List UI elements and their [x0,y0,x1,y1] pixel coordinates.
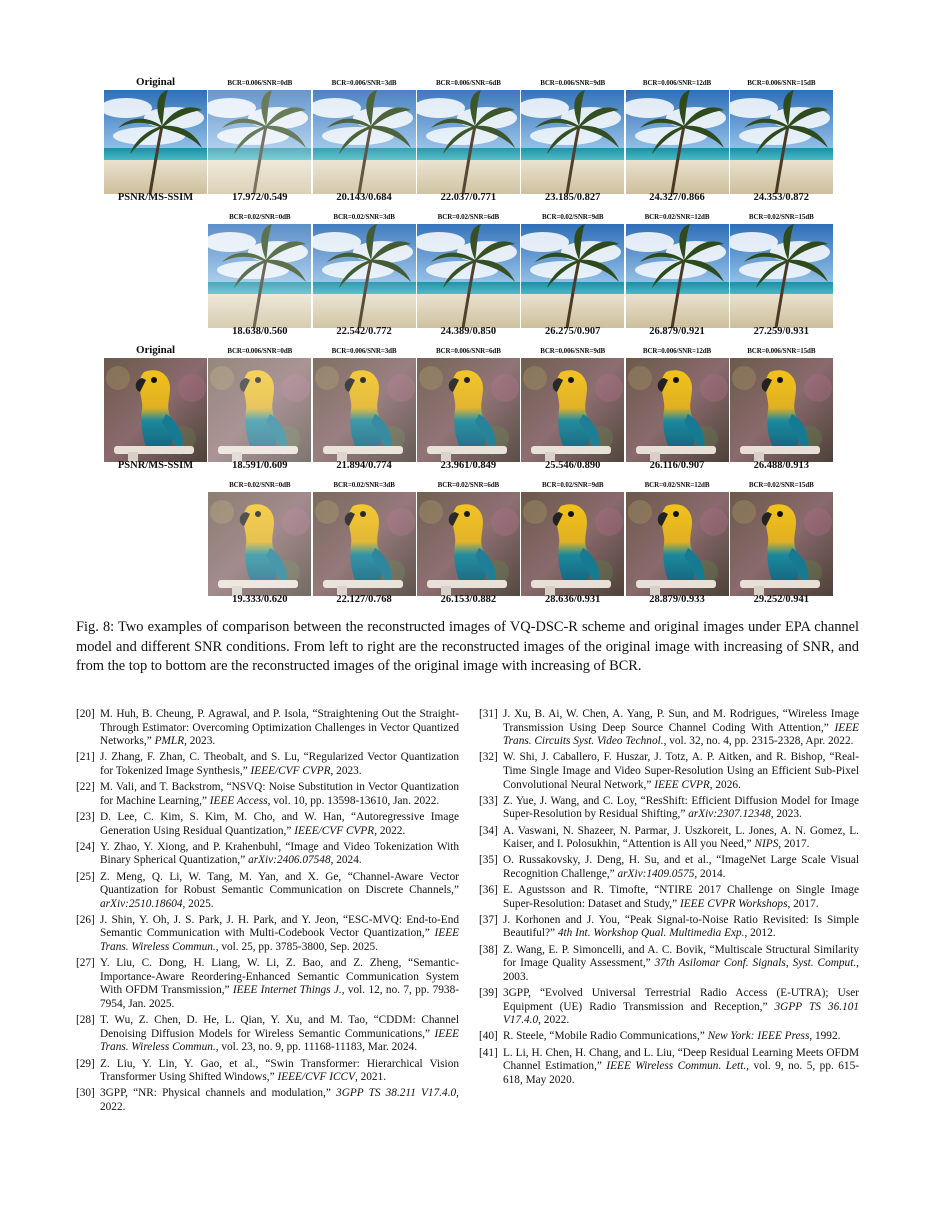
condition-label: BCR=0.02/SNR=3dB [333,213,395,221]
psnr-msssim-value: 18.638/0.560 [232,326,288,337]
reference-number: [21] [76,751,95,764]
reference-text: D. Lee, C. Kim, S. Kim, M. Cho, and W. Han, “Autoregressive Image Generation Using Residual Quantization,” IEEE/CVF CVPR, 2022. [100,810,459,837]
references-left-column [76,708,459,1117]
original-label: Original [136,344,175,356]
reconstructed-parrot-image [730,492,833,596]
original-beach-image [104,90,207,194]
condition-label: BCR=0.006/SNR=12dB [642,347,712,355]
condition-label: BCR=0.02/SNR=15dB [748,213,814,221]
reference-number: [40] [479,1030,498,1043]
psnr-msssim-value: 21.894/0.774 [336,460,392,471]
reference-number: [27] [76,957,95,970]
condition-label: BCR=0.006/SNR=9dB [540,347,606,355]
reference-item [76,871,459,912]
psnr-msssim-value: 26.153/0.882 [440,594,497,605]
condition-label: BCR=0.006/SNR=0dB [227,79,293,87]
condition-label: BCR=0.006/SNR=15dB [747,79,816,87]
condition-label: BCR=0.006/SNR=6dB [435,347,501,355]
reference-text: O. Russakovsky, J. Deng, H. Su, and et al., “ImageNet Large Scale Visual Recognition Challenge,” arXiv:1409.0575, 2014. [503,854,859,880]
psnr-msssim-value: 26.488/0.913 [753,460,809,471]
psnr-msssim-value: 22.037/0.771 [440,192,497,203]
reference-number: [30] [76,1087,95,1100]
reference-number: [36] [479,884,498,897]
reconstructed-parrot-image [626,358,729,462]
reconstructed-parrot-image [521,358,624,462]
psnr-msssim-value: 23.961/0.849 [440,460,497,471]
condition-label: BCR=0.02/SNR=6dB [437,481,500,489]
original-label: Original [136,76,175,88]
psnr-msssim-value: 22.127/0.768 [336,594,392,605]
references-right-column [479,708,859,1090]
figure-caption: Fig. 8: Two examples of comparison between the reconstructed images of VQ-DSC-R scheme and original images under EPA channel model and different SNR conditions. From left to right are the reconstructed images of the original image with increasing of SNR, and from the top to bottom are the reconstructed images of the original image with increasing of BCR. [76,619,859,674]
psnr-msssim-value: 24.327/0.866 [649,192,705,203]
condition-label: BCR=0.02/SNR=3dB [333,481,395,489]
reference-text: Z. Yue, J. Wang, and C. Loy, “ResShift: Efficient Diffusion Model for Image Super-Resolution by Residual Shifting,” arXiv:2307.12348, 2023. [503,794,859,821]
psnr-msssim-value: 18.591/0.609 [232,460,288,471]
reconstructed-beach-image [521,90,624,194]
reference-text: A. Vaswani, N. Shazeer, N. Parmar, J. Uszkoreit, L. Jones, A. N. Gomez, L. Kaiser, and I. Polosukhin, “Attention is All you Need,” NIPS, 2017. [503,824,859,851]
reference-item [76,841,459,868]
reference-item [76,957,459,1011]
reference-text: Y. Liu, C. Dong, H. Liang, W. Li, Z. Bao, and Z. Zheng, “Semantic-Importance-Aware Reordering-Enhanced Semantic Communication System With OFDM Transmission,” IEEE Internet Things J., vol. 12, no. 7, pp. 7938-7954, Jan. 2025. [100,957,459,1011]
original-parrot-image [104,358,207,462]
psnr-msssim-value: 24.353/0.872 [753,192,809,203]
reference-item [479,751,859,792]
reference-item [479,1047,859,1088]
reference-item [76,914,459,955]
reference-number: [37] [479,913,498,926]
reference-item [76,781,459,808]
reference-text: M. Vali, and T. Backstrom, “NSVQ: Noise Substitution in Vector Quantization for Machine Learning,” IEEE Access, vol. 10, pp. 13598-13610, Jan. 2022. [100,781,459,807]
reference-number: [24] [76,840,95,853]
reference-item [76,811,459,838]
psnr-msssim-value: 26.275/0.907 [544,326,601,337]
psnr-msssim-value: 20.143/0.684 [336,192,392,203]
psnr-msssim-value: 19.333/0.620 [232,594,288,605]
metric-label: PSNR/MS-SSIM [117,192,194,203]
reference-number: [26] [76,913,95,926]
reference-item [479,795,859,822]
reference-item [479,1030,859,1044]
condition-label: BCR=0.02/SNR=6dB [437,213,500,221]
psnr-msssim-value: 26.879/0.921 [649,326,705,337]
reconstructed-parrot-image [313,358,416,462]
condition-label: BCR=0.006/SNR=12dB [642,79,712,87]
reference-number: [23] [76,810,95,823]
reference-text: E. Agustsson and R. Timofte, “NTIRE 2017 Challenge on Single Image Super-Resolution: Dataset and Study,” IEEE CVPR Workshops, 2017. [503,884,859,910]
reference-text: 3GPP, “NR: Physical channels and modulation,” 3GPP TS 38.211 V17.4.0, 2022. [100,1087,459,1113]
reference-text: J. Xu, B. Ai, W. Chen, A. Yang, P. Sun, and M. Rodrigues, “Wireless Image Transmission Using Deep Source Channel Coding With Attention,” IEEE Trans. Circuits Syst. Video Technol., vol. 32, no. 4, pp. 2315-2328, Apr. 2022. [503,708,859,748]
metric-label: PSNR/MS-SSIM [117,460,194,471]
reconstructed-parrot-image [208,358,311,462]
reconstructed-parrot-image [417,358,520,462]
reconstructed-beach-image [417,224,520,328]
condition-label: BCR=0.006/SNR=6dB [435,79,501,87]
condition-label: BCR=0.006/SNR=9dB [540,79,606,87]
condition-label: BCR=0.02/SNR=15dB [748,481,814,489]
reconstructed-beach-image [730,90,833,194]
reference-text: W. Shi, J. Caballero, F. Huszar, J. Totz, A. P. Aitken, and R. Bishop, “Real-Time Single Image and Video Super-Resolution Using an Efficient Sub-Pixel Convolutional Neural Network,” IEEE CVPR, 2026. [503,751,859,791]
reference-text: M. Huh, B. Cheung, P. Agrawal, and P. Isola, “Straightening Out the Straight-Through Estimator: Overcoming Optimization Challenges in Vector Quantized Networks,” PMLR, 2023. [100,708,459,748]
reference-item [479,825,859,852]
reference-item [76,1058,459,1085]
reference-number: [38] [479,943,498,956]
reconstructed-beach-image [313,224,416,328]
psnr-msssim-value: 29.252/0.941 [753,594,809,605]
reconstructed-parrot-image [521,492,624,596]
psnr-msssim-value: 22.542/0.772 [336,326,392,337]
reconstructed-beach-image [730,224,833,328]
reference-number: [39] [479,987,498,1000]
reference-text: Z. Meng, Q. Li, W. Tang, M. Yan, and X. Ge, “Channel-Aware Vector Quantization for Robust Semantic Communication on Discrete Channels,” arXiv:2510.18604, 2025. [100,870,459,910]
reconstructed-parrot-image [313,492,416,596]
reference-item [479,914,859,941]
reference-number: [29] [76,1057,95,1070]
reference-number: [33] [479,794,498,807]
condition-label: BCR=0.02/SNR=9dB [541,481,604,489]
reference-item [76,751,459,778]
condition-label: BCR=0.02/SNR=0dB [229,213,291,221]
reference-text: T. Wu, Z. Chen, D. He, L. Qian, Y. Xu, and M. Tao, “CDDM: Channel Denoising Diffusion Models for Wireless Semantic Communications,” IEEE Trans. Wireless Commun., vol. 23, no. 9, pp. 11168-11183, Mar. 2024. [100,1014,459,1054]
reference-item [479,987,859,1028]
reference-number: [35] [479,854,498,867]
condition-label: BCR=0.02/SNR=12dB [644,213,710,221]
reference-item [479,854,859,881]
reference-item [76,1014,459,1055]
reference-text: J. Zhang, F. Zhan, C. Theobalt, and S. Lu, “Regularized Vector Quantization for Tokenized Image Synthesis,” IEEE/CVF CVPR, 2023. [100,751,459,777]
reconstructed-parrot-image [417,492,520,596]
reference-text: 3GPP, “Evolved Universal Terrestrial Radio Access (E-UTRA); User Equipment (UE) Radio Transmission and Reception,” 3GPP TS 36.101 V17.4.0, 2022. [503,987,859,1027]
reconstructed-beach-image [208,224,311,328]
reference-text: L. Li, H. Chen, H. Chang, and L. Liu, “Deep Residual Learning Meets OFDM Channel Estimation,” IEEE Wireless Commun. Lett., vol. 9, no. 5, pp. 615-618, May 2020. [503,1046,859,1086]
condition-label: BCR=0.02/SNR=12dB [644,481,710,489]
reconstructed-beach-image [313,90,416,194]
reference-number: [41] [479,1046,498,1059]
condition-label: BCR=0.006/SNR=0dB [227,347,293,355]
reconstructed-beach-image [626,224,729,328]
condition-label: BCR=0.006/SNR=15dB [747,347,816,355]
psnr-msssim-value: 23.185/0.827 [544,192,601,203]
reference-number: [20] [76,708,95,720]
psnr-msssim-value: 28.879/0.933 [649,594,705,605]
reference-number: [34] [479,824,498,837]
reference-item [76,708,459,749]
condition-label: BCR=0.006/SNR=3dB [331,347,397,355]
reference-text: R. Steele, “Mobile Radio Communications,” New York: IEEE Press, 1992. [503,1030,841,1043]
psnr-msssim-value: 24.389/0.850 [440,326,497,337]
reference-number: [28] [76,1014,95,1027]
condition-label: BCR=0.02/SNR=0dB [229,481,291,489]
reconstructed-parrot-image [626,492,729,596]
reconstructed-parrot-image [208,492,311,596]
reconstructed-beach-image [626,90,729,194]
reference-item [479,884,859,911]
reference-text: J. Shin, Y. Oh, J. S. Park, J. H. Park, and Y. Jeon, “ESC-MVQ: End-to-End Semantic Communication with Multi-Codebook Vector Quantization,” IEEE Trans. Wireless Commun., vol. 25, pp. 3785-3800, Sep. 2025. [100,913,459,954]
reconstructed-parrot-image [730,358,833,462]
figure-8 [104,76,834,616]
reconstructed-beach-image [521,224,624,328]
condition-label: BCR=0.02/SNR=9dB [541,213,604,221]
condition-label: BCR=0.006/SNR=3dB [331,79,397,87]
reference-text: J. Korhonen and J. You, “Peak Signal-to-Noise Ratio Revisited: Is Simple Beautiful?” 4th Int. Workshop Qual. Multimedia Exp., 2012. [503,913,859,940]
psnr-msssim-value: 17.972/0.549 [232,192,288,203]
reference-item [479,708,859,749]
reference-item [76,1087,459,1114]
psnr-msssim-value: 25.546/0.890 [544,460,601,471]
reference-item [479,944,859,985]
reference-text: Z. Liu, Y. Lin, Y. Gao, et al., “Swin Transformer: Hierarchical Vision Transformer Using Shifted Windows,” IEEE/CVF ICCV, 2021. [100,1057,459,1084]
reference-text: Y. Zhao, Y. Xiong, and P. Krahenbuhl, “Image and Video Tokenization With Binary Spherical Quantization,” arXiv:2406.07548, 2024. [100,840,459,867]
reference-number: [22] [76,781,95,794]
reconstructed-beach-image [208,90,311,194]
psnr-msssim-value: 26.116/0.907 [649,460,705,471]
reconstructed-beach-image [417,90,520,194]
reference-text: Z. Wang, E. P. Simoncelli, and A. C. Bovik, “Multiscale Structural Similarity for Image Quality Assessment,” 37th Asilomar Conf. Signals, Syst. Comput., 2003. [503,943,859,983]
reference-number: [32] [479,751,498,764]
psnr-msssim-value: 28.636/0.931 [544,594,601,605]
psnr-msssim-value: 27.259/0.931 [753,326,809,337]
reference-number: [31] [479,708,498,720]
reference-number: [25] [76,870,95,883]
